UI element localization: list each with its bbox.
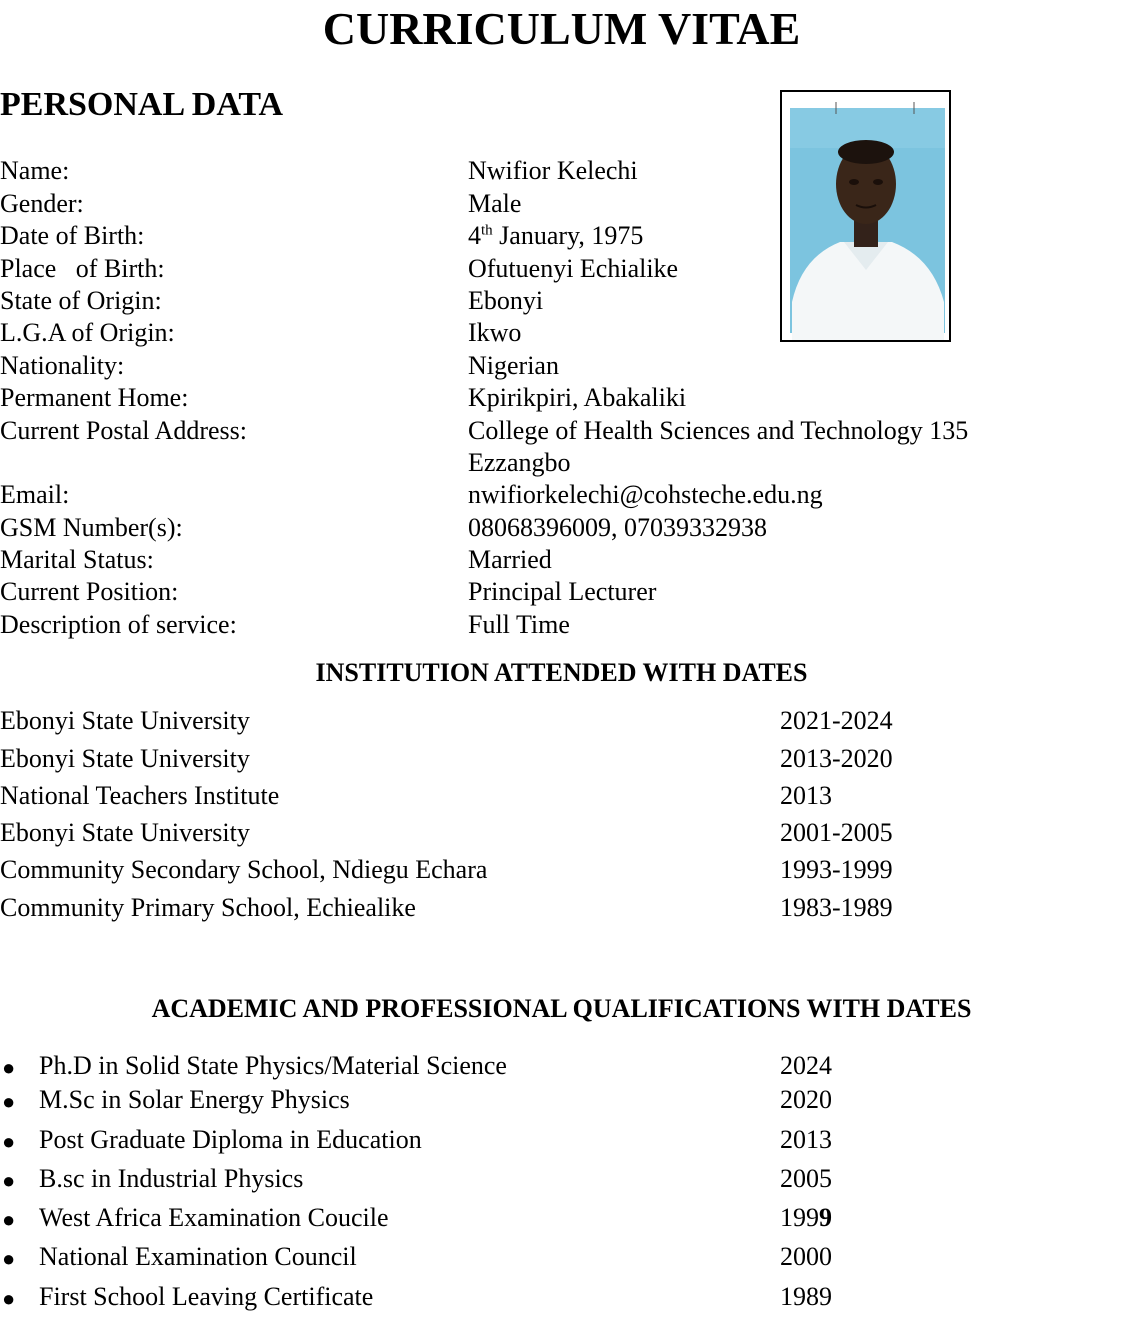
institution-name: National Teachers Institute: [0, 781, 280, 810]
qualifications-heading: ACADEMIC AND PROFESSIONAL QUALIFICATIONS WITH DATES: [151, 994, 972, 1023]
dob-ordinal: th: [481, 222, 493, 239]
field-value-email: nwifiorkelechi@cohsteche.edu.ng: [468, 480, 823, 509]
field-label-dob: Date of Birth:: [0, 221, 145, 250]
field-label-state-of-origin: State of Origin:: [0, 286, 162, 315]
qualification-year: [780, 1202, 832, 1234]
institutions-heading: INSTITUTION ATTENDED WITH DATES: [315, 658, 808, 687]
institution-dates: 1983-1989: [780, 893, 893, 922]
portrait-image: [782, 92, 949, 340]
field-value-gender: Male: [468, 189, 522, 218]
dob-rest: January, 1975: [492, 221, 644, 250]
bullet-icon: ●: [2, 1286, 16, 1311]
field-value-gsm: 08068396009, 07039332938: [468, 513, 767, 542]
passport-photo: [780, 90, 951, 342]
institution-name: Ebonyi State University: [0, 744, 250, 773]
qualification-year-main: 199: [780, 1203, 819, 1232]
field-value-dob: [468, 220, 643, 252]
field-label-name: Name:: [0, 156, 70, 185]
qualification-name: Post Graduate Diploma in Education: [39, 1125, 422, 1154]
field-value-name: Nwifior Kelechi: [468, 156, 638, 185]
institution-dates: 2013: [780, 781, 832, 810]
bullet-icon: ●: [2, 1129, 16, 1154]
qualification-year: 2000: [780, 1242, 832, 1271]
bullet-icon: ●: [2, 1168, 16, 1193]
field-label-postal-address: Current Postal Address:: [0, 416, 247, 445]
qualification-year: 2020: [780, 1085, 832, 1114]
institution-name: Community Primary School, Echiealike: [0, 893, 416, 922]
qualification-name: West Africa Examination Coucile: [39, 1203, 389, 1232]
field-label-marital-status: Marital Status:: [0, 545, 154, 574]
institution-dates: 1993-1999: [780, 855, 893, 884]
qualification-year: 2005: [780, 1164, 832, 1193]
field-value-postal-address-line2: Ezzangbo: [468, 448, 571, 477]
institution-name: Ebonyi State University: [0, 818, 250, 847]
field-label-current-position: Current Position:: [0, 577, 179, 606]
qualification-year: 1989: [780, 1282, 832, 1311]
dob-day: 4: [468, 221, 481, 250]
institution-dates: 2013-2020: [780, 744, 893, 773]
bullet-icon: ●: [2, 1089, 16, 1114]
qualification-year: 2024: [780, 1051, 832, 1080]
qualification-name: B.sc in Industrial Physics: [39, 1164, 304, 1193]
personal-data-heading: PERSONAL DATA: [0, 86, 284, 123]
field-label-place-of-birth: Place of Birth:: [0, 254, 165, 283]
institution-dates: 2021-2024: [780, 706, 893, 735]
bullet-icon: ●: [2, 1055, 16, 1080]
field-value-marital-status: Married: [468, 545, 552, 574]
page-title: CURRICULUM VITAE: [322, 3, 801, 54]
field-value-state-of-origin: Ebonyi: [468, 286, 544, 315]
field-value-permanent-home: Kpirikpiri, Abakaliki: [468, 383, 687, 412]
institution-dates: 2001-2005: [780, 818, 893, 847]
field-value-current-position: Principal Lecturer: [468, 577, 657, 606]
field-label-nationality: Nationality:: [0, 351, 125, 380]
bullet-icon: ●: [2, 1207, 16, 1232]
field-label-gsm: GSM Number(s):: [0, 513, 183, 542]
field-label-description-of-service: Description of service:: [0, 610, 237, 639]
institution-name: Community Secondary School, Ndiegu Echara: [0, 855, 488, 884]
qualification-name: National Examination Council: [39, 1242, 357, 1271]
qualification-name: Ph.D in Solid State Physics/Material Science: [39, 1051, 507, 1080]
field-label-permanent-home: Permanent Home:: [0, 383, 189, 412]
qualification-year-bold-digit: 9: [819, 1203, 832, 1232]
field-value-lga: Ikwo: [468, 318, 522, 347]
bullet-icon: ●: [2, 1246, 16, 1271]
field-label-lga: L.G.A of Origin:: [0, 318, 175, 347]
qualification-name: M.Sc in Solar Energy Physics: [39, 1085, 350, 1114]
field-value-postal-address: College of Health Sciences and Technology 135: [468, 416, 969, 445]
field-value-place-of-birth: Ofutuenyi Echialike: [468, 254, 679, 283]
field-value-description-of-service: Full Time: [468, 610, 570, 639]
institution-name: Ebonyi State University: [0, 706, 250, 735]
field-value-nationality: Nigerian: [468, 351, 559, 380]
field-label-gender: Gender:: [0, 189, 84, 218]
qualification-year: 2013: [780, 1125, 832, 1154]
qualification-name: First School Leaving Certificate: [39, 1282, 374, 1311]
field-label-email: Email:: [0, 480, 70, 509]
